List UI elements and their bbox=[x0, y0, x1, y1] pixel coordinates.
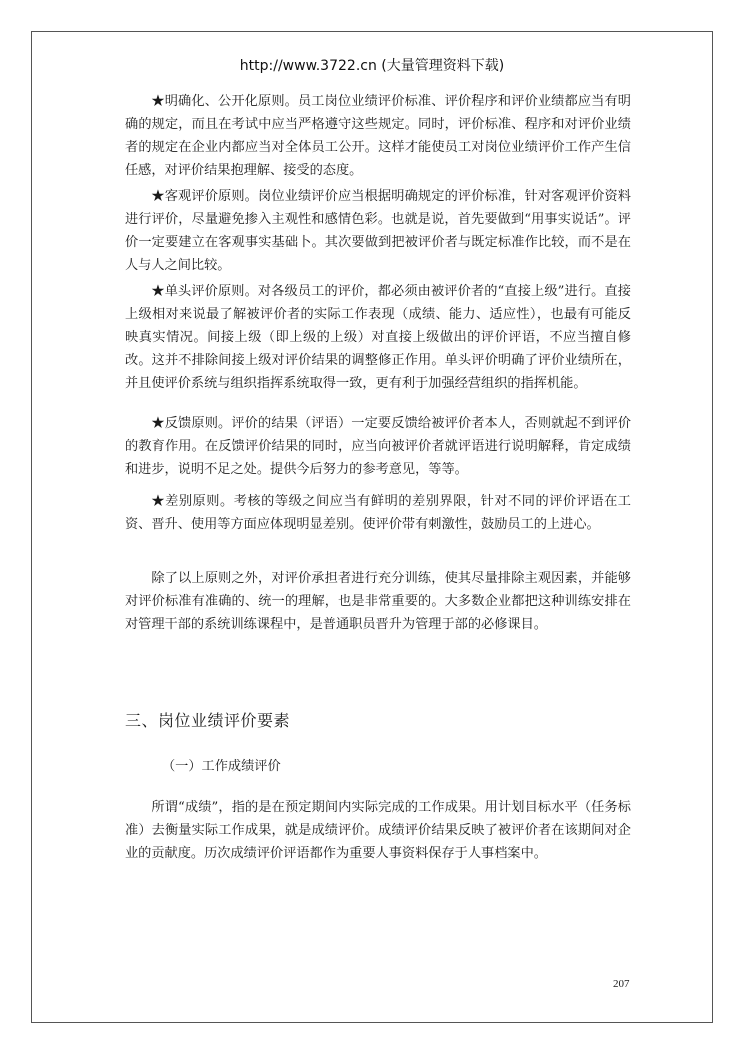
sub-title: （一）工作成绩评价 bbox=[162, 759, 281, 774]
body-paragraph: ★反馈原则。评价的结果（评语）一定要反馈给被评价者本人，否则就起不到评价的教育作用。在反馈评价结果的同时，应当向被评价者就评语进行说明解释，肯定成绩和进步，说明不足之处。提供今后努力的参考意见，等等。 bbox=[125, 416, 631, 477]
body-paragraph: ★差别原则。考核的等级之间应当有鲜明的差别界限，针对不同的评价评语在工资、晋升、使用等方面应体现明显差别。使评价带有刺激性，鼓励员工的上进心。 bbox=[125, 494, 631, 532]
paragraph-single-head-principle bbox=[125, 280, 631, 395]
body-paragraph: ★单头评价原则。对各级员工的评价，都必须由被评价者的“直接上级”进行。直接上级相对来说最了解被评价者的实际工作表现（成绩、能力、适应性），也最有可能反映真实情况。间接上级（即上级的上级）对直接上级做出的评价评语，不应当擅自修改。这并不排除间接上级对评价结果的调整修正作用。单头评价明确了评价业绩所在，并且使评价系统与组织指挥系统取得一致，更有利于加强经营组织的指挥机能。 bbox=[125, 284, 631, 391]
paragraph-feedback-principle bbox=[125, 412, 631, 481]
body-paragraph: 所谓“成绩”，指的是在预定期间内实际完成的工作成果。用计划目标水平（任务标准）去衡量实际工作成果，就是成绩评价。成绩评价结果反映了被评价者在该期间对企业的贡献度。历次成绩评价评语都作为重要人事资料保存于人事档案中。 bbox=[125, 800, 631, 861]
body-paragraph: 除了以上原则之外，对评价承担者进行充分训练，使其尽量排除主观因素，并能够对评价标准有准确的、统一的理解，也是非常重要的。大多数企业都把这种训练安排在对管理干部的系统训练课程中，是普通职员晋升为管理于部的必修课目。 bbox=[125, 571, 631, 632]
paragraph-performance-evaluation bbox=[125, 796, 631, 865]
paragraph-difference-principle bbox=[125, 490, 631, 536]
paragraph-clarity-principle bbox=[125, 90, 631, 182]
paragraph-training bbox=[125, 567, 631, 636]
header-url: http://www.3722.cn (大量管理资料下载) bbox=[239, 58, 505, 74]
body-paragraph: ★明确化、公开化原则。员工岗位业绩评价标准、评价程序和评价业绩都应当有明确的规定，而且在考试中应当严格遵守这些规定。同时，评价标准、程序和对评价业绩者的规定在企业内都应当对全体员工公开。这样才能使员工对岗位业绩评价工作产生信任感，对评价结果抱理解、接受的态度。 bbox=[125, 94, 631, 178]
section-title: 三、岗位业绩评价要素 bbox=[125, 711, 291, 730]
body-paragraph: ★客观评价原则。岗位业绩评价应当根据明确规定的评价标准，针对客观评价资料进行评价，尽量避免掺入主观性和感情色彩。也就是说，首先要做到“用事实说话”。评价一定要建立在客观事实基础卜。其次要做到把被评价者与既定标准作比较，而不是在人与人之间比较。 bbox=[125, 189, 631, 273]
paragraph-objective-principle bbox=[125, 185, 631, 277]
page-number: 207 bbox=[613, 978, 630, 990]
